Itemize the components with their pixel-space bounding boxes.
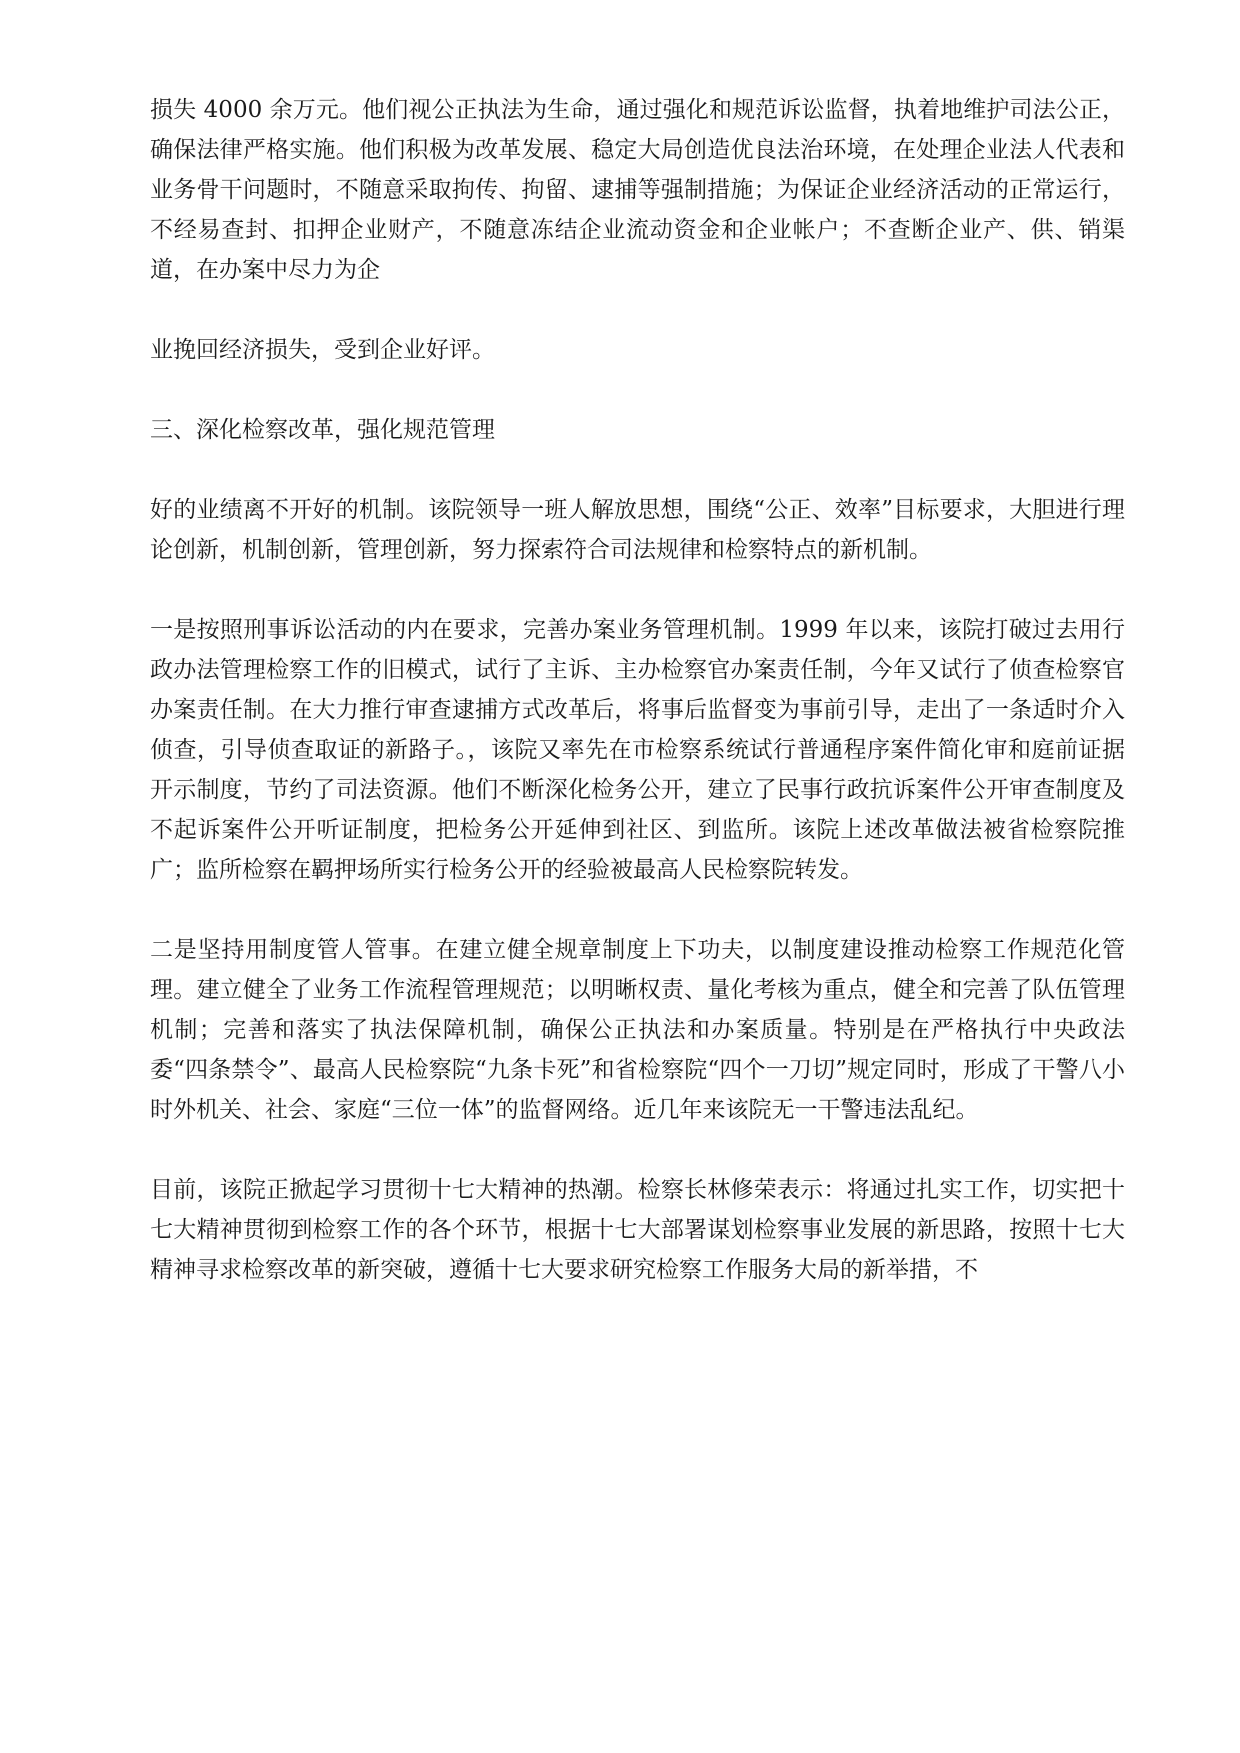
paragraph-1: 损失 4000 余万元。他们视公正执法为生命，通过强化和规范诉讼监督，执着地维护司法公正，确保法律严格实施。他们积极为改革发展、稳定大局创造优良法治环境，在处理企业法人代表和业务骨干问题时，不随意采取拘传、拘留、逮捕等强制措施；为保证企业经济活动的正常运行，不经易查封、扣押企业财产，不随意冻结企业流动资金和企业帐户；不查断企业产、供、销渠道，在办案中尽力为企 [150,97,1125,283]
paragraph-5: 二是坚持用制度管人管事。在建立健全规章制度上下功夫，以制度建设推动检察工作规范化管理。建立健全了业务工作流程管理规范；以明晰权责、量化考核为重点，健全和完善了队伍管理机制；完善和落实了执法保障机制，确保公正执法和办案质量。特别是在严格执行中央政法委“四条禁令”、最高人民检察院“九条卡死”和省检察院“四个一刀切”规定同时，形成了干警八小时外机关、社会、家庭“三位一体”的监督网络。近几年来该院无一干警违法乱纪。 [150,937,1125,1123]
paragraph-4: 一是按照刑事诉讼活动的内在要求，完善办案业务管理机制。1999 年以来，该院打破过去用行政办法管理检察工作的旧模式，试行了主诉、主办检察官办案责任制，今年又试行了侦查检察官办案责任制。在大力推行审查逮捕方式改革后，将事后监督变为事前引导，走出了一条适时介入侦查，引导侦查取证的新路子。，该院又率先在市检察系统试行普通程序案件简化审和庭前证据开示制度，节约了司法资源。他们不断深化检务公开，建立了民事行政抗诉案件公开审查制度及不起诉案件公开听证制度，把检务公开延伸到社区、到监所。该院上述改革做法被省检察院推广；监所检察在羁押场所实行检务公开的经验被最高人民检察院转发。 [150,617,1125,883]
section-heading: 三、深化检察改革，强化规范管理 [150,417,495,443]
document-body [150,90,1125,1330]
paragraph-2: 业挽回经济损失，受到企业好评。 [150,337,495,363]
paragraph-3: 好的业绩离不开好的机制。该院领导一班人解放思想，围绕“公正、效率”目标要求，大胆进行理论创新，机制创新，管理创新，努力探索符合司法规律和检察特点的新机制。 [150,497,1125,563]
paragraph-6: 目前，该院正掀起学习贯彻十七大精神的热潮。检察长林修荣表示：将通过扎实工作，切实把十七大精神贯彻到检察工作的各个环节，根据十七大部署谋划检察事业发展的新思路，按照十七大精神寻求检察改革的新突破，遵循十七大要求研究检察工作服务大局的新举措，不 [150,1177,1125,1283]
